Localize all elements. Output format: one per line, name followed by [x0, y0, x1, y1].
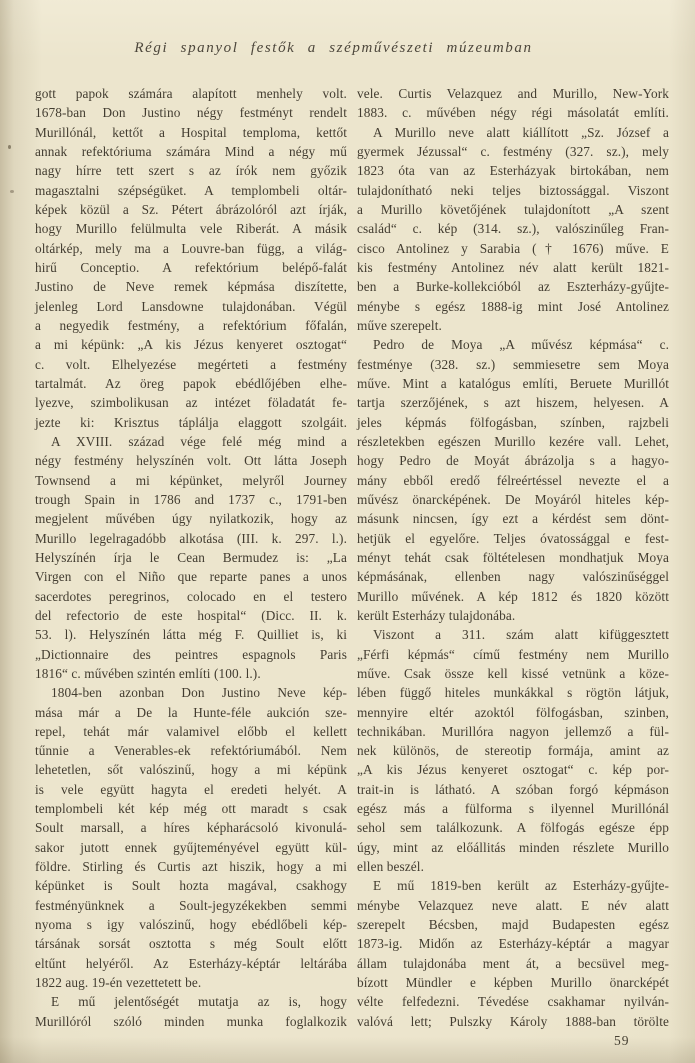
text-line: 1883. c. művében négy régi másolatát említi. — [357, 105, 669, 121]
text-line: társának sorsát osztotta s még Soult előtt — [35, 936, 347, 952]
text-line: részletekben egészen Murillo kezére vall. Lehet, — [357, 433, 669, 449]
text-line: 1873-ig. Midőn az Esterházy-képtár a magyar — [357, 936, 669, 952]
text-line: magasztalni szépségüket. A templombeli oltár- — [35, 182, 347, 198]
text-line: vélte felfedezni. Tévedése csakhamar nyilván- — [357, 994, 669, 1010]
paper-speck — [8, 145, 11, 149]
text-line: „A kis Jézus kenyeret osztogat“ c. kép por- — [357, 762, 669, 778]
text-line: ménybe Velazquez neve alatt. E név alatt — [357, 897, 669, 913]
text-line: lehetetlen, sőt valószinű, hogy a mi képünk — [35, 762, 347, 778]
page-number: 59 — [614, 1033, 630, 1048]
text-line: sehol sem találkozunk. A fölfogás egésze épp — [357, 820, 669, 836]
text-line: gyermek Jézussal“ c. festmény (327. sz.), mely — [357, 143, 669, 159]
text-line: jeles képmás fölfogásban, színben, rajzbeli — [357, 414, 669, 430]
text-line: nyoma s igy valószinű, hogy ebédlőbeli kép- — [35, 917, 347, 933]
text-line: E mű 1819-ben került az Esterházy-gyűjte- — [373, 878, 669, 894]
text-line: vele. Curtis Velazquez and Murillo, New-York — [357, 86, 669, 101]
text-line: gott papok számára alapított menhely volt. — [35, 86, 347, 101]
text-line: műve szerepelt. — [357, 317, 442, 333]
text-line: mennyire eltér azoktól fölfogásban, szinben, — [357, 704, 669, 720]
text-line: egész más a fülforma s ilyennel Murillónál — [357, 801, 669, 817]
text-line: trough Spain in 1786 and 1737 c., 1791-ben — [35, 491, 347, 507]
text-line: mása már a De la Hunte-féle aukción sze- — [35, 704, 347, 720]
text-line: képmásának, ellenben nagy valószinűséggel — [357, 569, 669, 585]
text-line: ellen beszél. — [357, 859, 425, 875]
text-line: szerepelt Bécsben, majd Budapesten egész — [357, 917, 669, 933]
text-line: nagy hírre tett szert s az írók nem győzik — [35, 163, 347, 179]
text-line: sakor jutott ennek gyűjteményével együtt kül- — [35, 839, 347, 855]
text-line: került Esterházy tulajdonába. — [357, 607, 516, 623]
text-line: 1823 óta van az Esterházyak birtokában, nem — [357, 163, 669, 179]
text-line: templombeli két kép még ott maradt s csak — [35, 801, 347, 817]
text-line: A Murillo neve alatt kiállított „Sz. József a — [373, 124, 669, 140]
text-line: „Dictionnaire des peintres espagnols Paris — [35, 646, 347, 662]
text-line: műve. Csak össze kell kissé vetnünk a köze- — [357, 665, 669, 681]
text-line: tartalmát. Az öreg papok ebédlőjében elhe- — [35, 375, 347, 391]
text-line: valóvá lett; Pulszky Károly 1888-ban törölte — [357, 1013, 669, 1029]
column-right — [357, 84, 669, 1031]
text-line: másunk nincsen, így ezt a kérdést sem dönt- — [357, 511, 669, 527]
text-line: a mi képünk: „A kis Jézus kenyeret osztogat“ — [35, 337, 347, 353]
running-head-title: Régi spanyol festők a szépművészeti múzeumban — [134, 40, 533, 56]
text-line: 53. l). Helyszínén látta még F. Quilliet is, ki — [35, 627, 347, 643]
text-line: kis festmény Antolinez név alatt került 1821- — [357, 259, 669, 275]
text-line: bízott Mündler e képben Murillo önarcképét — [357, 975, 669, 991]
text-line: a Murillo követőjének tulajdonított „A szent — [357, 201, 669, 217]
text-line: is vele együtt hagyta el eredeti helyét. A — [35, 781, 347, 797]
text-line: földre. Stirling és Curtis azt hiszik, hogy a mi — [35, 859, 347, 875]
text-line: sacerdotes peregrinos, colocado en el testero — [35, 588, 347, 604]
text-line: festményünknek a Soult-jegyzékekben semmi — [35, 897, 347, 913]
text-line: Pedro de Moya „A művész képmása“ c. — [373, 337, 669, 353]
text-line: annak refektóriuma számára Mind a négy mű — [35, 143, 347, 159]
text-line: jelenleg Lord Lansdowne tulajdonában. Végül — [35, 298, 347, 314]
text-line: „Férfi képmás“ című festmény nem Murillo — [357, 646, 669, 662]
text-line: 1678-ban Don Justino négy festményt rendelt — [35, 105, 347, 121]
text-line: A XVIII. század vége felé még mind a — [51, 433, 347, 449]
text-line: nek különös, de stereotip formája, amint az — [357, 743, 669, 759]
text-line: úgy, mint az előállitás minden részlete Murillo — [357, 839, 669, 855]
text-line: megjelent művében úgy nyilatkozik, hogy az — [35, 511, 347, 527]
text-line: művész önarcképének. De Moyáról hiteles kép- — [357, 491, 669, 507]
paper-speck — [10, 190, 14, 193]
text-line: állam tulajdonába ment át, a becsüvel meg- — [357, 955, 669, 971]
text-line: ben a Burke-kollekcióból az Eszterházy-gyűjte- — [357, 279, 669, 295]
text-line: hogy Pedro de Moyát ábrázolja s a hagyo- — [357, 453, 669, 469]
text-line: E mű jelentőségét mutatja az is, hogy — [51, 994, 347, 1010]
text-line: del refectorio de este hospital“ (Dicc. II. k. — [35, 607, 347, 623]
text-line: Murillóról szóló minden munka foglalkozik — [35, 1013, 347, 1029]
text-line: repel, tehát már valamivel előbb el kellett — [35, 723, 347, 739]
text-line: négy festmény helyszínén volt. Ott látta Joseph — [35, 453, 347, 469]
text-line: festménye (328. sz.) semmiesetre sem Moya — [357, 356, 669, 372]
text-line: képek közül a Sz. Pétert ábrázolóról azt írják, — [35, 201, 347, 217]
text-line: hogy Murillo felülmulta vele Riberát. A másik — [35, 221, 347, 237]
text-line: hirű Conceptio. A refektórium belépő-falát — [35, 259, 347, 275]
text-line: technikában. Murillóra nagyon jellemző a fül- — [357, 723, 669, 739]
text-line: tűnnie a Venerables-ek refektóriumából. Nem — [35, 743, 347, 759]
text-line: Soult marsall, a híres képharácsoló kivonulá- — [35, 820, 347, 836]
text-line: a negyedik festmény, a refektórium főfalán, — [35, 317, 347, 333]
text-line: eltűnt helyéről. Az Esterházy-képtár leltárába — [35, 955, 347, 971]
text-line: képünket is Soult hozta magával, csakhogy — [35, 878, 347, 894]
text-line: tulajdonítható neki teljes biztossággal. Viszont — [357, 182, 669, 198]
text-line: lében függő hiteles munkákkal s rögtön látjuk, — [357, 685, 669, 701]
text-line: hetjük el egyelőre. Teljes óvatossággal e fest- — [357, 530, 669, 546]
text-line: lyezve, szimbolikusan az intézet föladatát fe- — [35, 395, 347, 411]
text-line: Viszont a 311. szám alatt kifüggesztett — [373, 627, 669, 643]
text-line: Virgen con el Niño que reparte panes a unos — [35, 569, 347, 585]
text-line: család“ c. kép (314. sz.), valószinűleg Fran- — [357, 221, 669, 237]
text-line: oltárkép, mely ma a Louvre-ban függ, a világ- — [35, 240, 347, 256]
text-line: cisco Antolinez y Sarabia († 1676) műve. E — [357, 240, 669, 256]
text-line: 1816“ c. művében szintén említi (100. l.). — [35, 665, 261, 681]
column-left — [35, 84, 347, 1031]
text-line: tartja szerzőjének, s azt hiszem, helyesen. A — [357, 395, 669, 411]
text-line: 1822 aug. 19-én vezettetett be. — [35, 975, 202, 991]
text-line: műve. Mint a katalógus említi, Beruete Murillót — [357, 375, 669, 391]
text-line: Murillo művének. A kép 1812 és 1820 között — [357, 588, 669, 604]
text-line: trait-in is látható. A szóban forgó képmáson — [357, 781, 669, 797]
text-line: jezte ki: Krisztus táplálja elaggott szolgáit. — [35, 414, 347, 430]
text-line: Townsend a mi képünket, melyről Journey — [35, 472, 347, 488]
text-line: ménybe s egész 1888-ig mint José Antolinez — [357, 298, 669, 314]
text-line: Murillo legelragadóbb alkotása (III. k. 297. l.). — [35, 530, 347, 546]
text-line: mány ebből eredő félreértéssel nevezte el a — [357, 472, 669, 488]
text-line: ményt tehát csak föltételesen mondhatjuk Moya — [357, 549, 669, 565]
text-line: Helyszínén írja le Cean Bermudez is: „La — [35, 549, 347, 565]
text-line: 1804-ben azonban Don Justino Neve kép- — [51, 685, 347, 701]
text-line: c. volt. Elhelyezése megérteti a festmény — [35, 356, 347, 372]
text-line: Murillónál, kettőt a Hospital temploma, kettőt — [35, 124, 347, 140]
text-line: Justino de Neve remek képmása diszítette, — [35, 279, 347, 295]
